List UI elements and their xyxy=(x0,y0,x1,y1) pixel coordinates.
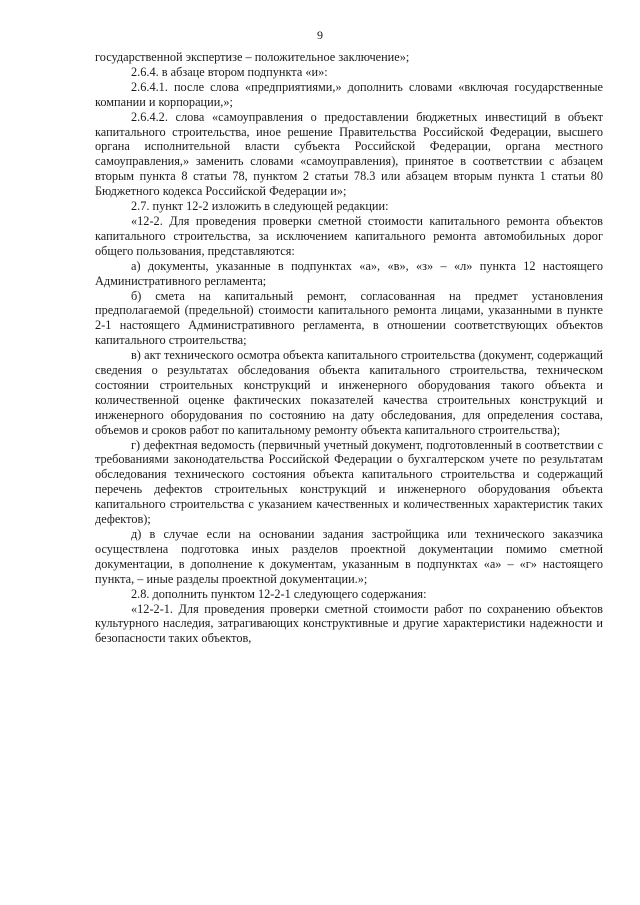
subparagraph-a: а) документы, указанные в подпунктах «а», «в», «з» – «л» пункта 12 настоящего Административного регламента; xyxy=(95,258,603,288)
subparagraph-d: д) в случае если на основании задания застройщика или технического заказчика осуществлена подготовка иных разделов проектной документации помимо сметной документации, в дополнение к документам, указанным в подпунктах «а» – «г» настоящего пункта, – иные разделы проектной документации.»; xyxy=(95,527,603,586)
subparagraph-g: г) дефектная ведомость (первичный учетный документ, подготовленный в соответствии с требованиями законодательства Российской Федерации о бухгалтерском учете по результатам обследования технического состояния объекта капитального строительства и содержащий перечень дефектов строительных конструкций и инженерного оборудования объекта капитального строительства с указанием качественных и количественных характеристик таких дефектов); xyxy=(95,437,603,527)
paragraph-12-2-1: «12-2-1. Для проведения проверки сметной стоимости работ по сохранению объектов культурного наследия, затрагивающих конструктивные и другие характеристики надежности и безопасности таких объектов, xyxy=(95,601,603,646)
paragraph-2-6-4-1: 2.6.4.1. после слова «предприятиями,» дополнить словами «включая государственные компании и корпорации,»; xyxy=(95,79,603,109)
paragraph-2-6-4-2: 2.6.4.2. слова «самоуправления о предоставлении бюджетных инвестиций в объект капитального строительства, иное решение Правительства Российской Федерации, высшего органа исполнительной власти субъекта Российской Федерации, органа местного самоуправления,» заменить словами «самоуправления), принятое в соответствии с абзацем вторым пункта 8 статьи 78, пунктом 2 статьи 78.3 или абзацем вторым пункта 1 статьи 80 Бюджетного кодекса Российской Федерации и»; xyxy=(95,109,603,199)
document-body xyxy=(95,50,603,646)
subparagraph-v: в) акт технического осмотра объекта капитального строительства (документ, содержащий сведения о результатах обследования объекта капитального строительства, техническом состоянии строительных конструкций и инженерного оборудования такого объекта и количественной оценке фактических показателей качества строительных конструкций и инженерного оборудования по состоянию на дату обследования, для определения состава, объемов и сроков работ по капитальному ремонту объекта капитального строительства); xyxy=(95,348,603,437)
paragraph-continuation: государственной экспертизе – положительное заключение»; xyxy=(95,50,410,64)
paragraph-2-8: 2.8. дополнить пунктом 12-2-1 следующего содержания: xyxy=(131,586,427,601)
paragraph-2-6-4: 2.6.4. в абзаце втором подпункта «и»: xyxy=(131,64,328,79)
paragraph-12-2: «12-2. Для проведения проверки сметной стоимости капитального ремонта объектов капитального строительства, за исключением капитального ремонта автомобильных дорог общего пользования, представляются: xyxy=(95,213,603,258)
subparagraph-b: б) смета на капитальный ремонт, согласованная на предмет установления предполагаемой (предельной) стоимости капитального ремонта лицами, указанными в пункте 2-1 настоящего Административного регламента, в отношении соответствующих объектов капитального строительства; xyxy=(95,288,603,348)
paragraph-2-7: 2.7. пункт 12-2 изложить в следующей редакции: xyxy=(131,199,389,214)
page-number: 9 xyxy=(317,28,323,42)
